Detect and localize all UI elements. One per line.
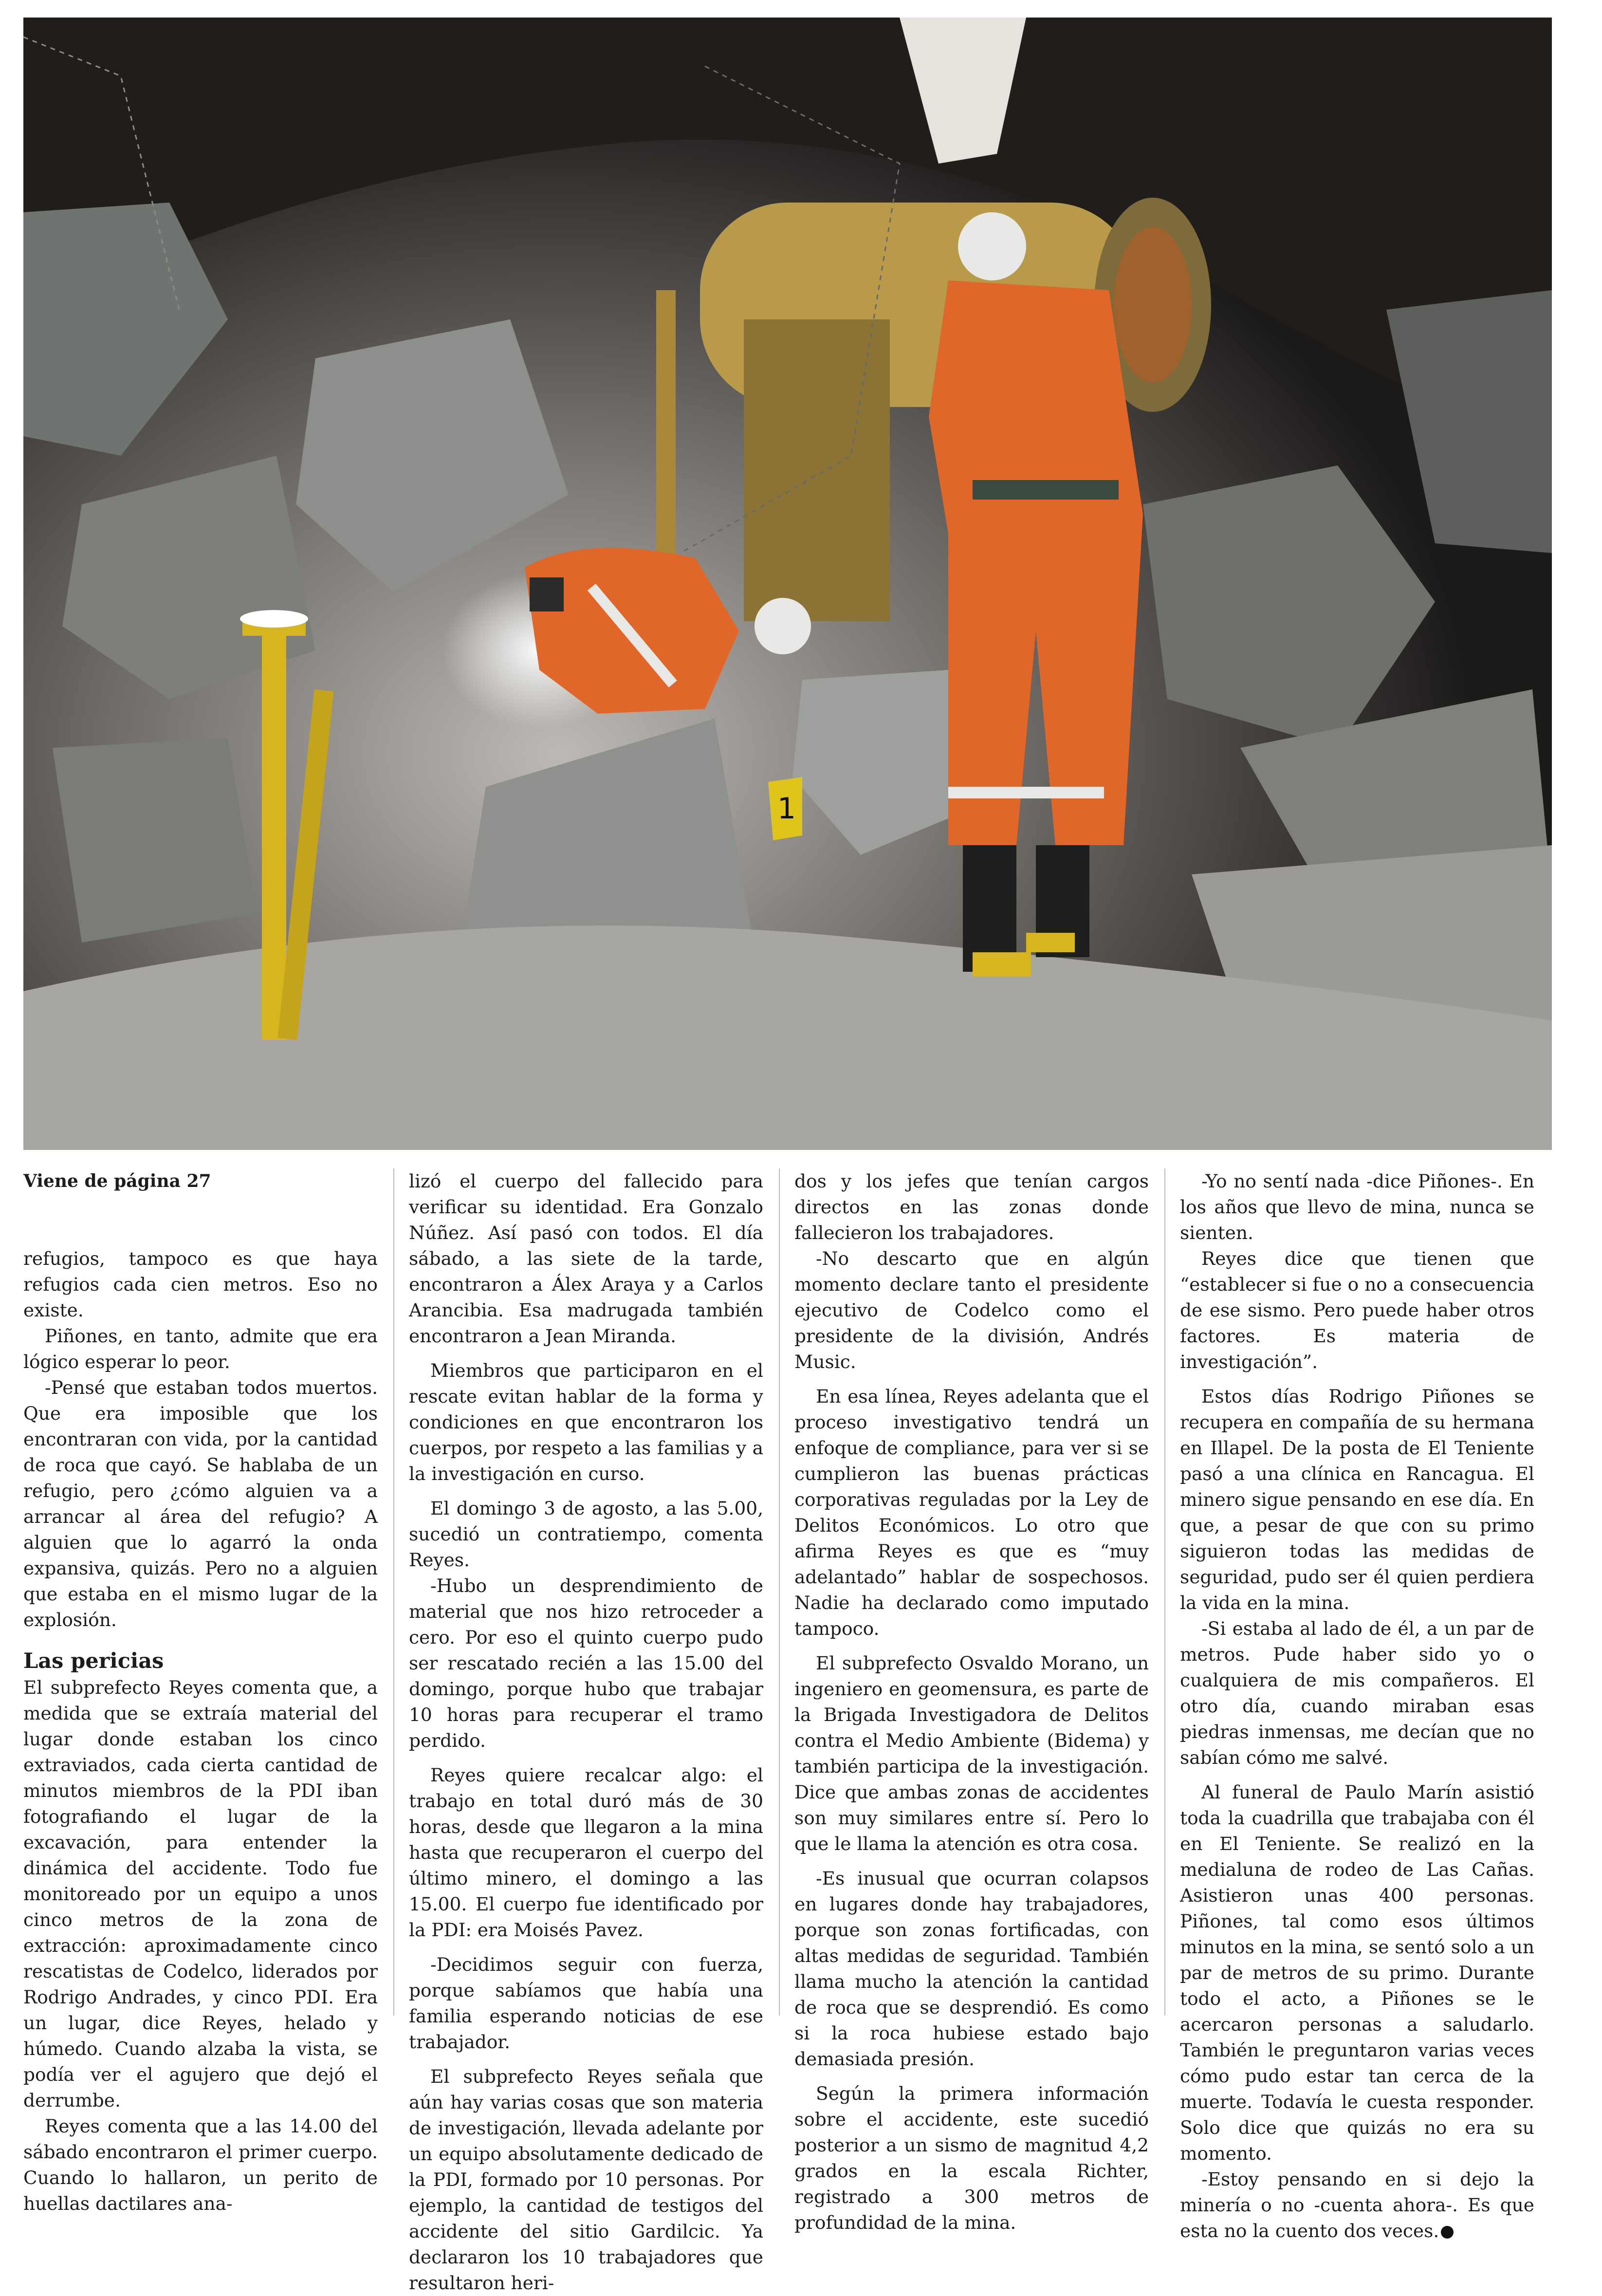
article-column-1 <box>23 1168 378 2214</box>
article-body <box>23 1168 1552 2294</box>
closing-paragraph-text: -Estoy pensando en si dejo la minería o no -cuenta ahora-. Es que esta no la cuento dos veces. <box>1180 2168 1534 2241</box>
section-subhead: Las pericias <box>23 1649 164 1673</box>
paragraph: Reyes comenta que a las 14.00 del sábado encontraron el primer cuerpo. Cuando lo hallaron, un perito de huellas dactilares ana- <box>23 2115 378 2214</box>
column-rule <box>393 1168 394 2016</box>
article-column-3 <box>794 1168 1149 2233</box>
paragraph: dos y los jefes que tenían cargos directos en las zonas donde fallecieron los trabajadores. <box>794 1170 1149 1243</box>
paragraph: En esa línea, Reyes adelanta que el proceso investigativo tendrá un enfoque de compliance, para ver si se cumplieron las buenas prácticas corporativas reguladas por la Ley de Delitos Económicos. Lo otro que afirma Reyes es que es “muy adelantado” hablar de sospechosos. Nadie ha declarado como imputado tampoco. <box>794 1386 1149 1639</box>
paragraph: -Es inusual que ocurran colapsos en lugares donde hay trabajadores, porque son zonas fortificadas, con altas medidas de seguridad. También llama mucho la atención la cantidad de roca que se desprendió. Es como si la roca hubiese estado bajo demasiada presión. <box>794 1868 1149 2070</box>
helmet <box>755 598 811 654</box>
paragraph: Reyes dice que tienen que “establecer si fue o no a consecuencia de ese sismo. Pero puede haber otros factores. Es materia de investigación”. <box>1180 1248 1535 1372</box>
paragraph <box>1180 2166 1534 2244</box>
paragraph: -Pensé que estaban todos muertos. Que era imposible que los encontraran con vida, por la cantidad de roca que cayó. Se hablaba de un refugio, pero ¿cómo alguien va a arrancar al área del refugio? A alguien que lo agarró la onda expansiva, quizás. Pero no a alguien que estaba en el mismo lugar de la explosión. <box>23 1377 378 1630</box>
article-column-2 <box>409 1168 763 2294</box>
evidence-marker <box>768 777 802 840</box>
paragraph: Al funeral de Paulo Marín asistió toda la cuadrilla que trabajaba con él en El Teniente. Se realizó en la medialuna de rodeo de Las Cañas. Asistieron unas 400 personas. Piñones, tal como esos últimos minutos en la mina, se sentó solo a un par de metros de su primo. Durante todo el acto, a Piñones se le acercaron personas a saludarlo. También le preguntaron varias veces cómo pudo estar tan cerca de la muerte. Todavía le cuesta responder. Solo dice que quizás no era su momento. <box>1180 1781 1534 2164</box>
article-column-4 <box>1180 1168 1535 2241</box>
helmet <box>958 212 1026 280</box>
paragraph: -No descarto que en algún momento declare tanto el presidente ejecutivo de Codelco como el presidente de la división, Andrés Music. <box>794 1248 1149 1372</box>
paragraph: lizó el cuerpo del fallecido para verificar su identidad. Era Gonzalo Núñez. Así pasó con todos. El día sábado, a las siete de la tarde, encontraron a Álex Araya y a Carlos Arancibia. Esa madrugada también encontraron a Jean Miranda. <box>409 1170 763 1347</box>
paragraph: El domingo 3 de agosto, a las 5.00, sucedió un contratiempo, comenta Reyes. <box>409 1498 763 1571</box>
column-rule <box>779 1168 780 2016</box>
paragraph: El subprefecto Reyes señala que aún hay varias cosas que son materia de investigación, llevada adelante por un equipo absolutamente dedicado de la PDI, formado por 10 personas. Por ejemplo, la cantidad de testigos del accidente del sitio Gardilcic. Ya declararon los 10 trabajadores que resultaron heri- <box>409 2066 763 2294</box>
paragraph: -Decidimos seguir con fuerza, porque sabíamos que había una familia esperando noticias de ese trabajador. <box>409 1954 763 2053</box>
paragraph: Estos días Rodrigo Piñones se recupera en compañía de su hermana en Illapel. De la posta de El Teniente pasó a una clínica en Rancagua. El minero sigue pensando en ese día. En que, a pesar de que con su primo siguieron todas las medidas de seguridad, pudo ser él quien perdiera la vida en la mina. <box>1180 1386 1534 1613</box>
photo-illustration <box>23 18 1552 1150</box>
paragraph: Según la primera información sobre el accidente, este sucedió posterior a un sismo de magnitud 4,2 grados en la escala Richter, registrado a 300 metros de profundidad de la mina. <box>794 2083 1149 2233</box>
end-of-article-mark <box>1441 2226 1454 2239</box>
continued-from-label: Viene de página 27 <box>23 1171 211 1191</box>
paragraph: Miembros que participaron en el rescate evitan hablar de la forma y condiciones en que encontraron los cuerpos, por respeto a las familias y a la investigación en curso. <box>409 1360 763 1484</box>
paragraph: Reyes quiere recalcar algo: el trabajo en total duró más de 30 horas, desde que llegaron a la mina hasta que recuperaron el cuerpo del último minero, el domingo a las 15.00. El cuerpo fue identificado por la PDI: era Moisés Pavez. <box>409 1764 763 1941</box>
paragraph: Piñones, en tanto, admite que era lógico esperar lo peor. <box>23 1325 378 1372</box>
paragraph: El subprefecto Osvaldo Morano, un ingeniero en geomensura, es parte de la Brigada Investigadora de Delitos contra el Medio Ambiente (Bidema) y también participa de la investigación. Dice que ambas zonas de accidentes son muy similares entre sí. Pero lo que le llama la atención es otra cosa. <box>794 1652 1149 1854</box>
evidence-marker-label: 1 <box>777 792 796 826</box>
radio <box>530 577 564 611</box>
paragraph: -Yo no sentí nada -dice Piñones-. En los años que llevo de mina, nunca se sienten. <box>1180 1170 1534 1243</box>
paragraph: El subprefecto Reyes comenta que, a medida que se extraía material del lugar donde estaban los cinco extraviados, cada cierta cantidad de minutos miembros de la PDI iban fotografiando el lugar de la excavación, para entender la dinámica del accidente. Todo fue monitoreado por un equipo a unos cinco metros de la zona de extracción: aproximadamente cinco rescatistas de Codelco, liderados por Rodrigo Andrades, y cinco PDI. Era un lugar, dice Reyes, helado y húmedo. Cuando alzaba la vista, se podía ver el agujero que dejó el derrumbe. <box>23 1677 378 2111</box>
paragraph: -Si estaba al lado de él, a un par de metros. Pude haber sido yo o cualquiera de mis compañeros. El otro día, cuando miraban esas piedras inmensas, me decían que no sabían cómo me salvé. <box>1180 1618 1534 1768</box>
mine-rescue-photo <box>23 18 1552 1150</box>
paragraph: refugios, tampoco es que haya refugios cada cien metros. Eso no existe. <box>23 1248 378 1321</box>
column-rule <box>1164 1168 1165 2016</box>
paragraph: -Hubo un desprendimiento de material que nos hizo retroceder a cero. Por eso el quinto cuerpo pudo ser rescatado recién a las 15.00 del domingo, porque hubo que trabajar 10 horas para recuperar el tramo perdido. <box>409 1575 763 1751</box>
support-frame <box>744 319 890 621</box>
